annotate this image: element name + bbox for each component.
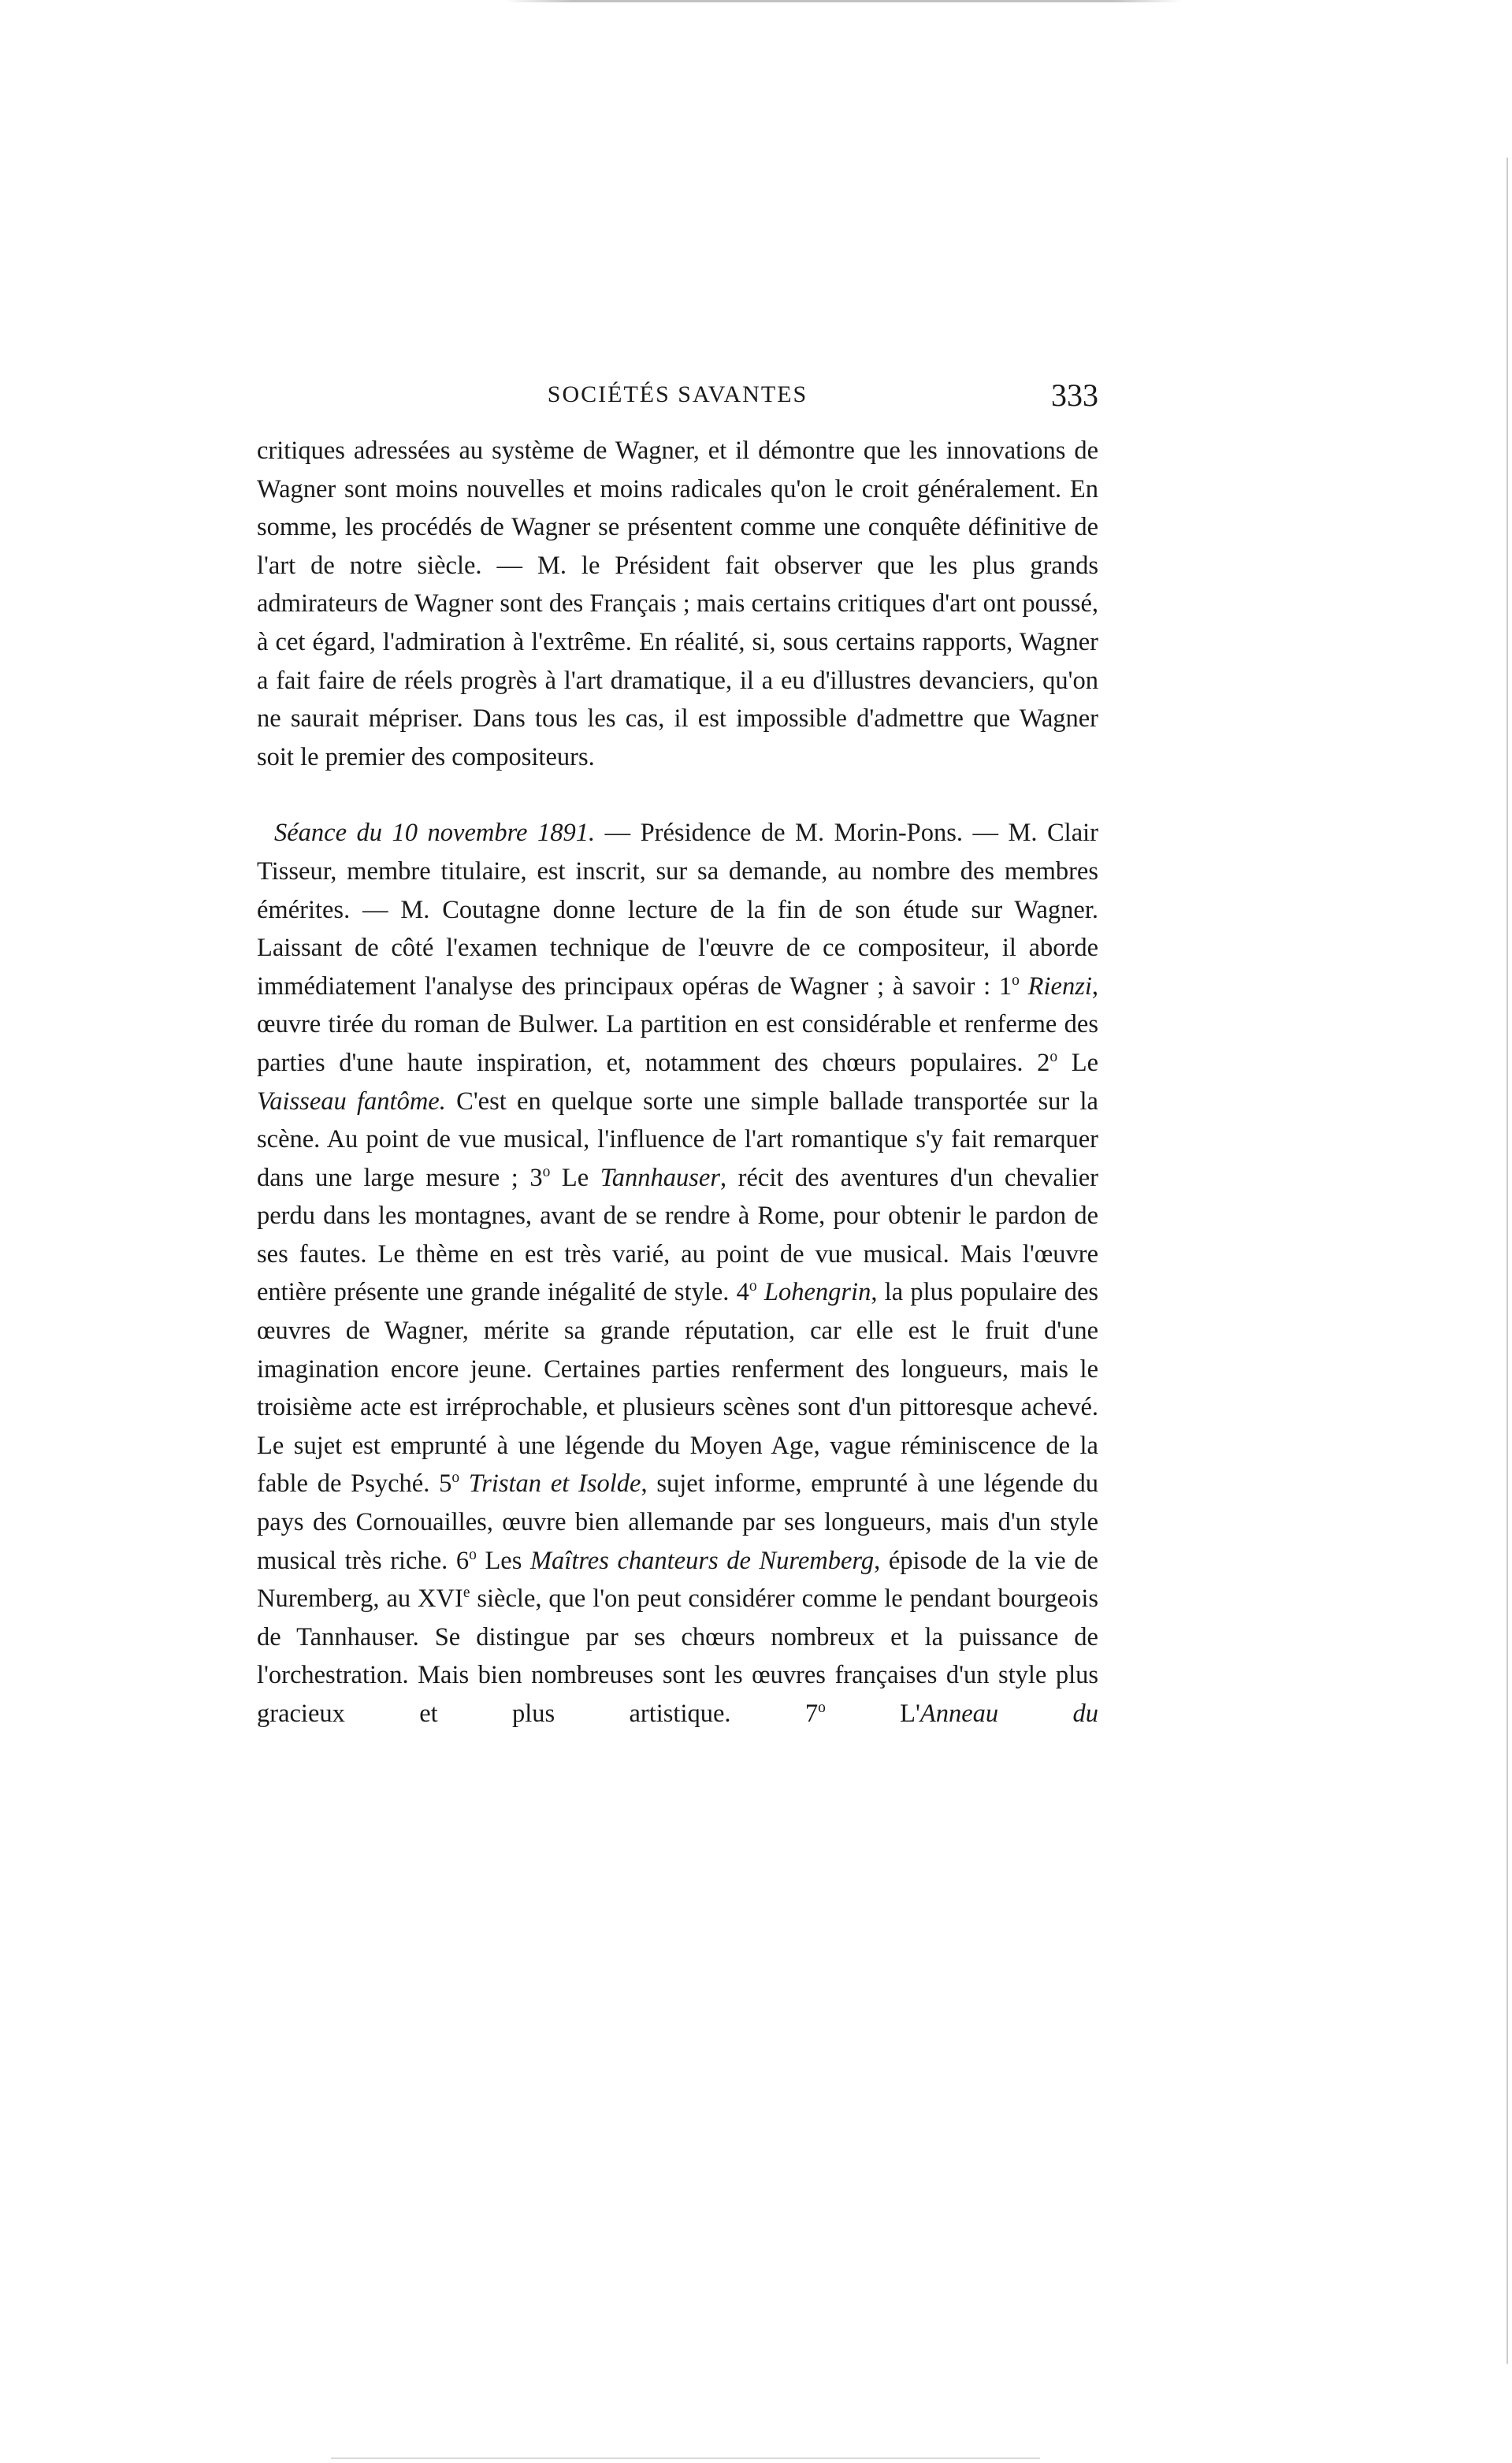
text-run [459, 1469, 469, 1498]
ordinal-mark: o [469, 1546, 477, 1563]
text-run: L' [825, 1700, 920, 1728]
text-run: , œuvre tirée du roman de Bulwer. La partition en est considérable et renferme des parties d'une haute inspiration, et, notamment des chœurs populaires. 2 [257, 971, 1098, 1077]
text-run: Le [1057, 1048, 1099, 1077]
scan-edge-top [504, 0, 1182, 2]
ordinal-mark: o [749, 1278, 757, 1295]
paragraph-1-text: critiques adressées au système de Wagner, et il démontre que les innovations de Wagner sont moins nouvelles et moins radicales qu'on le croit généralement. En somme, les procédés de Wagner se présentent comme une conquête définitive de l'art de notre siècle. — M. le Président fait observer que les plus grands admirateurs de Wagner sont des Français ; mais certains critiques d'art ont poussé, à cet égard, l'admiration à l'extrême. En réalité, si, sous certains rapports, Wagner a fait faire de réels progrès à l'art dramatique, il a eu d'illustres devanciers, qu'on ne saurait mépriser. Dans tous les cas, il est impossible d'admettre que Wagner soit le premier des compositeurs. [257, 437, 1098, 771]
running-title: SOCIÉTÉS SAVANTES [547, 381, 808, 407]
scan-edge-bottom [331, 2457, 1040, 2459]
work-title-maitres-chanteurs: Maîtres chanteurs de Nuremberg [529, 1546, 875, 1575]
text-run: — Présidence de M. Morin-Pons. — M. Clair Tisseur, membre titulaire, est inscrit, sur sa demande, au nombre des membres émérites. — M. Coutagne donne lecture de la fin de son étude sur Wagner. Laissant de côté l'examen technique de l'œuvre de ce compositeur, il aborde immédiatement l'analyse des principaux opéras de Wagner ; à savoir : 1 [257, 819, 1098, 1001]
text-run: Les [476, 1546, 530, 1575]
century-numeral: XVI [418, 1584, 463, 1614]
text-run: Le [550, 1163, 600, 1192]
paragraph-continued [257, 432, 1098, 776]
ordinal-mark: o [542, 1163, 551, 1180]
work-title-tannhauser: Tannhauser [600, 1163, 720, 1192]
work-title-vaisseau: Vaisseau fantôme. [257, 1087, 446, 1116]
ordinal-mark: o [1012, 971, 1020, 989]
ordinal-mark: o [818, 1700, 826, 1717]
text-run: , la plus populaire des œuvres de Wagner, mérite sa grande réputation, car elle est le fruit d'une imagination encore jeune. Certaines parties renferment des longueurs, mais le troisième acte est irréprochable, et plusieurs scènes sont d'un pittoresque achevé. Le sujet est emprunté à une légende du Moyen Age, vague réminiscence de la fable de Psyché. 5 [257, 1278, 1099, 1499]
text-run: siècle, que l'on peut considérer comme le pendant bourgeois de Tannhauser. Se distingue par ses chœurs nombreux et la puissance de l'orchestration. Mais bien nombreuses sont les œuvres françaises d'un style plus gracieux et plus artistique. 7 [257, 1584, 1098, 1728]
work-title-lohengrin: Lohengrin [763, 1278, 871, 1307]
work-title-tristan: Tristan et Isolde [468, 1469, 641, 1499]
work-title-rienzi: Rienzi [1027, 971, 1092, 1001]
scan-edge-right [1506, 158, 1508, 2364]
paragraph-seance [257, 814, 1098, 1733]
text-run: , épisode de la vie de Nuremberg, au [257, 1546, 1098, 1614]
century-suffix: e [463, 1584, 470, 1602]
text-run: , récit des aventures d'un chevalier perdu dans les montagnes, avant de se rendre à Rome, pour obtenir le pardon de ses fautes. Le thème en est très varié, au point de vue musical. Mais l'œuvre entière présente une grande inégalité de style. 4 [257, 1163, 1098, 1307]
work-title-anneau: Anneau du [919, 1700, 1098, 1728]
ordinal-mark: o [1049, 1049, 1058, 1066]
text-run: C'est en quelque sorte une simple ballade transportée sur la scène. Au point de vue musical, l'influence de l'art romantique s'y fait remarquer dans une large mesure ; 3 [257, 1087, 1098, 1192]
page-number: 333 [1051, 377, 1098, 413]
text-run [757, 1278, 764, 1306]
session-heading: Séance du 10 novembre 1891. [274, 819, 596, 848]
ordinal-mark: o [451, 1469, 460, 1487]
running-head [257, 377, 1098, 432]
text-run: , sujet informe, emprunté à une légende du pays des Cornouailles, œuvre bien allemande par ses longueurs, mais d'un style musical très riche. 6 [257, 1469, 1099, 1575]
page [257, 377, 1098, 1733]
